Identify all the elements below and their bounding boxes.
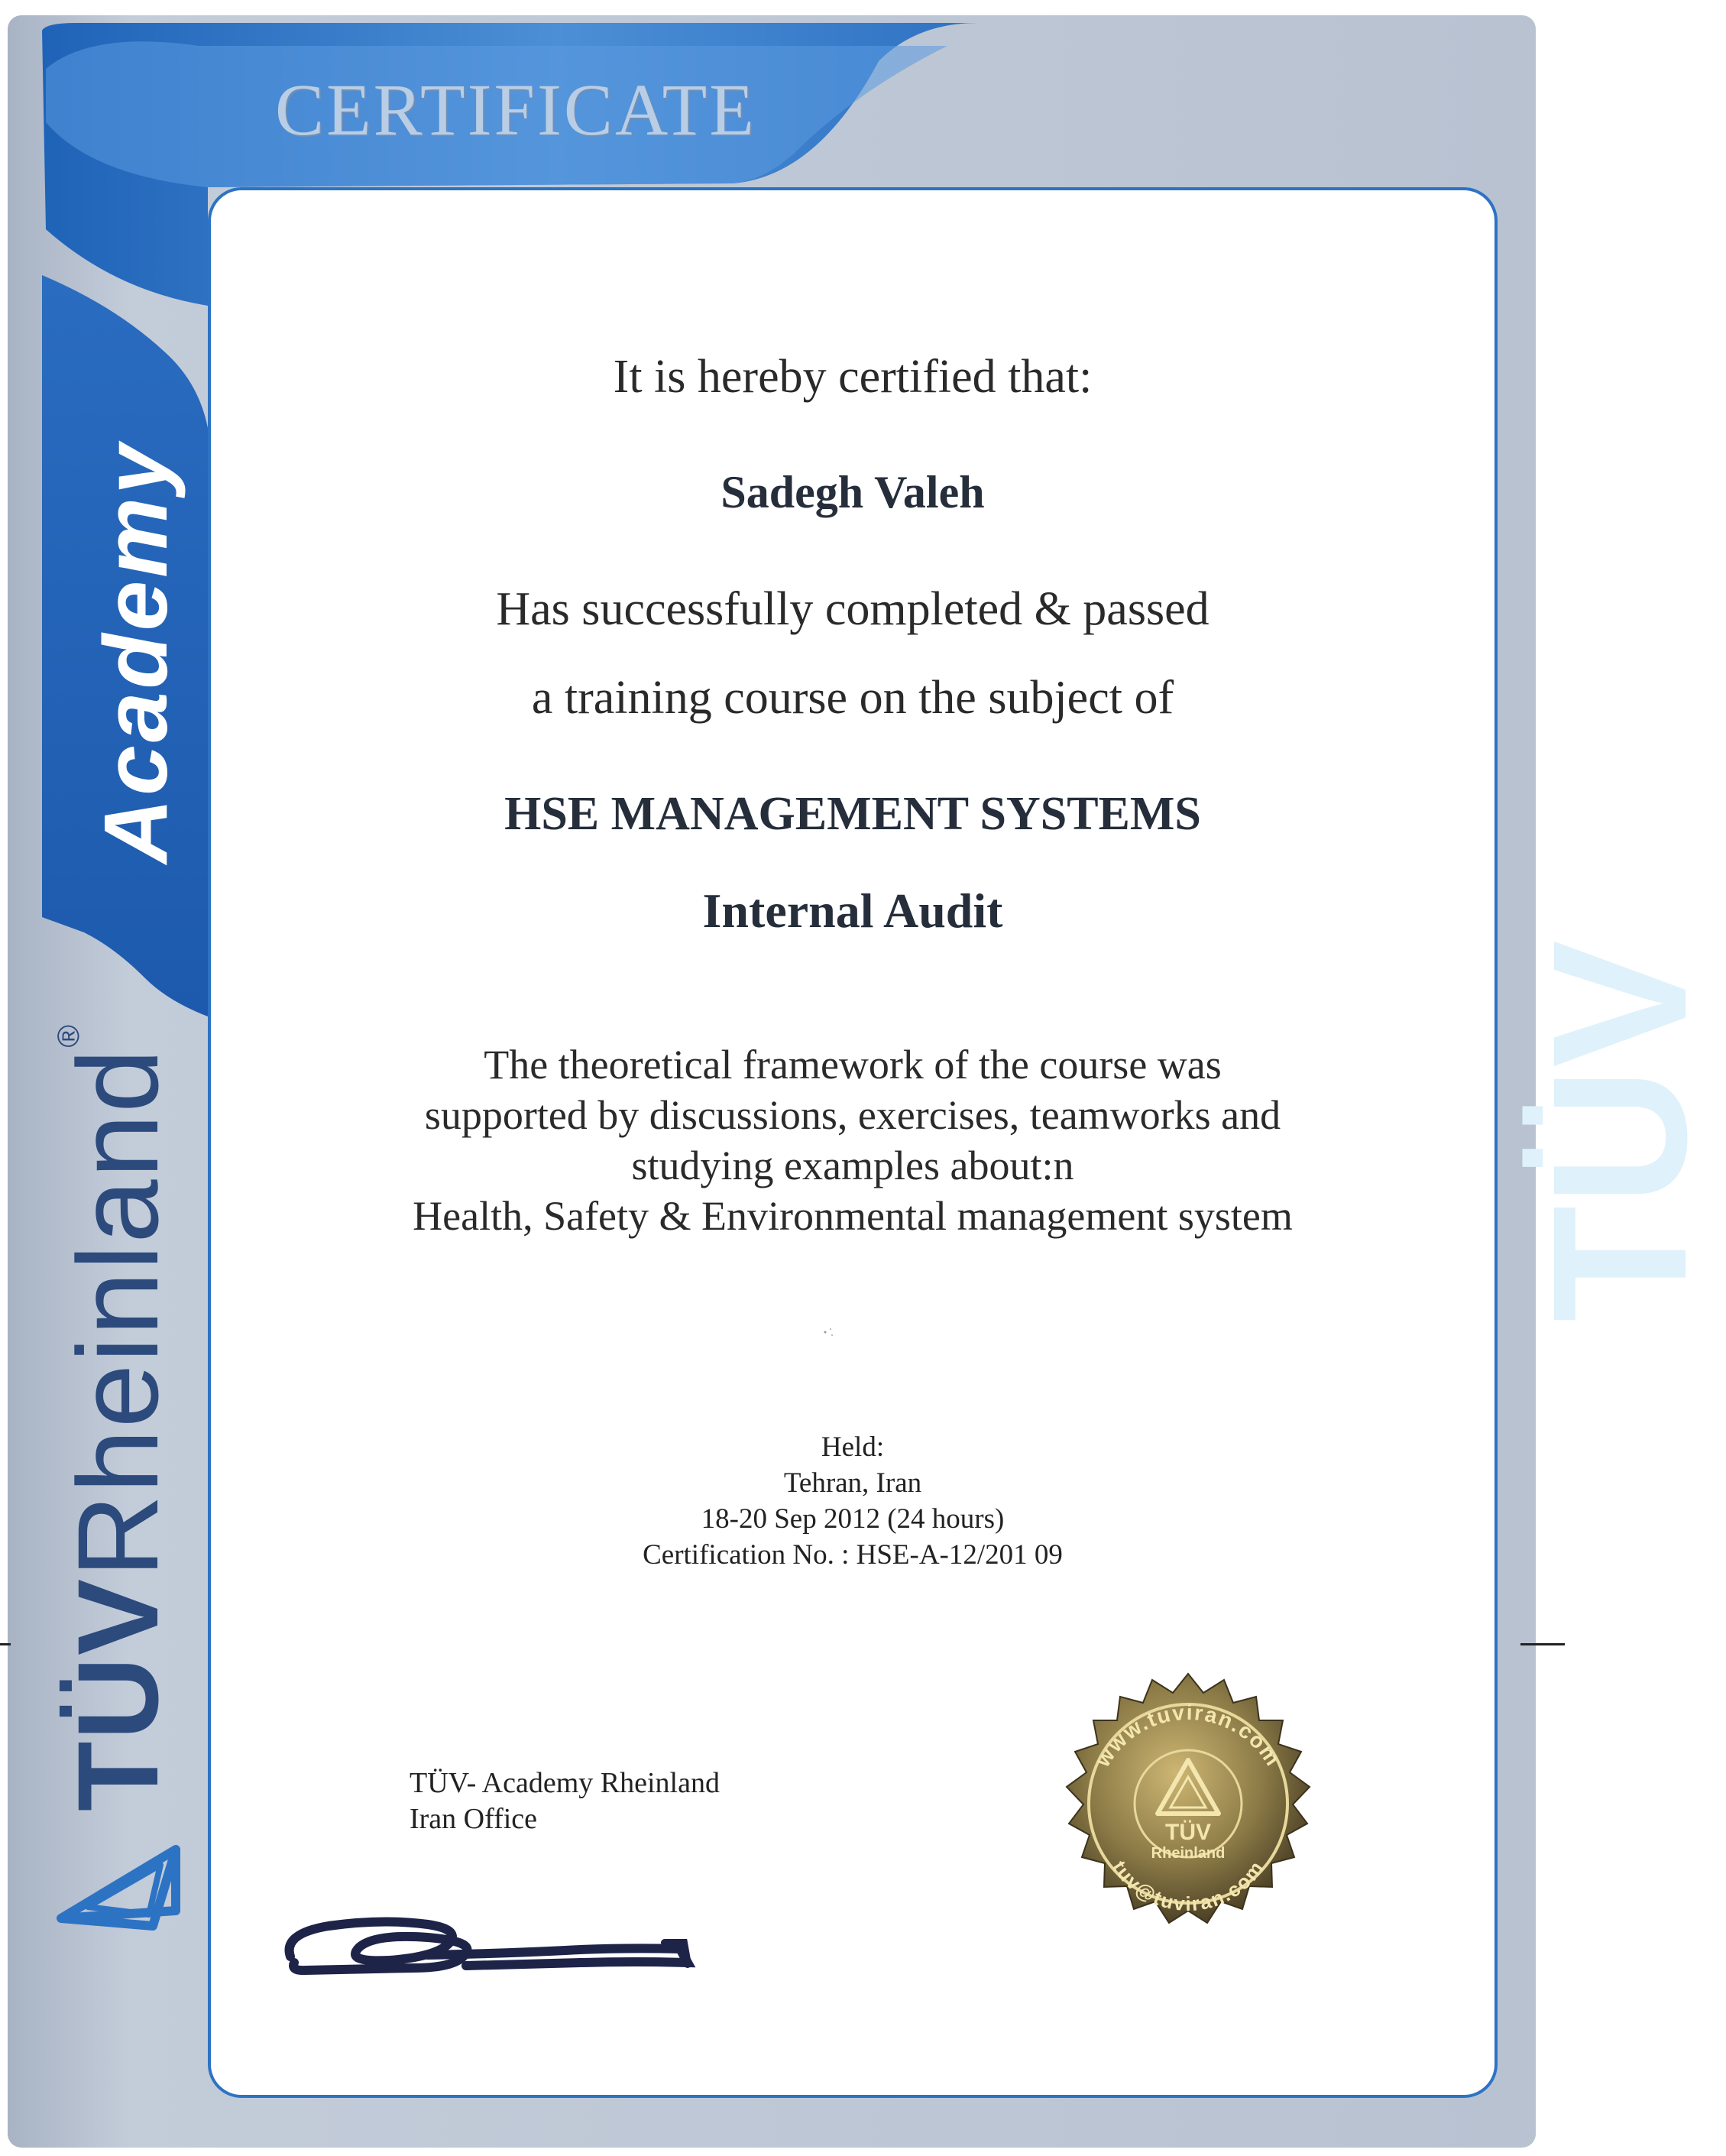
seal-brand-tuv: TÜV — [1165, 1820, 1211, 1845]
description-line: The theoretical framework of the course was — [484, 1042, 1222, 1088]
registered-mark: ® — [52, 1023, 86, 1048]
tuv-watermark-text: TÜV — [1513, 940, 1726, 1322]
held-label: Held: — [821, 1431, 885, 1463]
issuer-line-2: Iran Office — [410, 1803, 538, 1835]
brand-rheinland: Rheinland — [53, 1047, 182, 1577]
brand-tuv: TÜV — [53, 1577, 182, 1811]
held-location: Tehran, Iran — [783, 1467, 922, 1499]
signature — [275, 1895, 703, 1987]
issuer-line-1: TÜV- Academy Rheinland — [410, 1767, 720, 1799]
held-dates: 18-20 Sep 2012 (24 hours) — [701, 1503, 1005, 1535]
course-title-line-2: Internal Audit — [702, 883, 1003, 938]
description-line: Health, Safety & Environmental management system — [413, 1193, 1293, 1239]
scan-specks — [821, 1326, 837, 1341]
seal-brand-rheinland: Rheinland — [1151, 1845, 1226, 1862]
scan-edge-line-left — [0, 1643, 11, 1645]
seal-url-text: www.tuviran.com — [1090, 1700, 1286, 1772]
tuv-watermark — [1341, 940, 1726, 2071]
issuer-block — [410, 1765, 720, 1837]
held-details — [208, 1429, 1498, 1573]
tuv-triangle-logo-inner — [88, 1865, 160, 1914]
tuv-gold-seal — [1047, 1670, 1329, 1953]
description-line: supported by discussions, exercises, teamworks and — [424, 1092, 1281, 1138]
academy-label: Academy — [86, 441, 186, 864]
recipient-name: Sadegh Valeh — [721, 467, 985, 517]
hereby-statement: It is hereby certified that: — [613, 351, 1093, 403]
course-description — [208, 1039, 1498, 1241]
description-line: studying examples about:n — [631, 1143, 1074, 1188]
completion-line-1: Has successfully completed & passed — [496, 583, 1209, 635]
brand-label — [52, 1023, 184, 1811]
certification-number: Certification No. : HSE-A-12/201 09 — [643, 1539, 1063, 1571]
course-title-line-1: HSE MANAGEMENT SYSTEMS — [504, 788, 1201, 840]
scan-edge-line-right — [1520, 1643, 1565, 1645]
certificate-title: CERTIFICATE — [275, 69, 756, 151]
completion-line-2: a training course on the subject of — [531, 672, 1174, 724]
seal-email-text: tuv@tuviran.com — [1107, 1856, 1269, 1916]
